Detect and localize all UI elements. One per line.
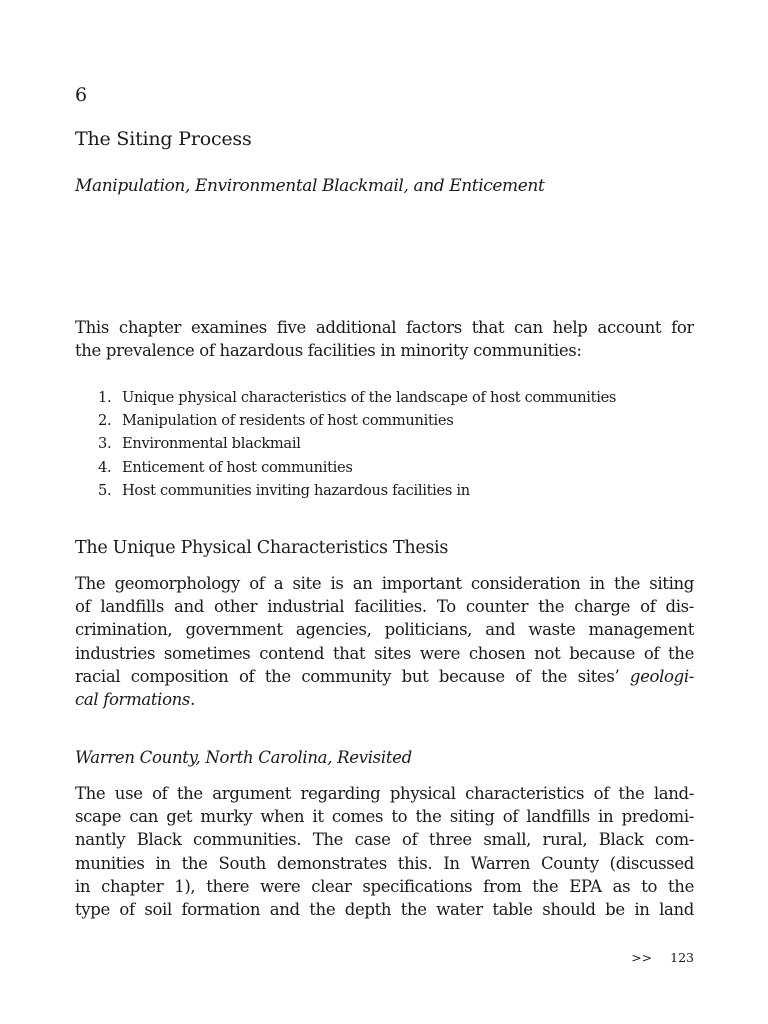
paragraph-line: scape can get murky when it comes to the siting of landfills in predomi- [75, 807, 694, 827]
list-item-text: Enticement of host communities [122, 458, 353, 476]
list-item-number: 1. [98, 389, 112, 406]
list-item [98, 409, 698, 432]
list-item [98, 432, 698, 455]
intro-paragraph [75, 316, 694, 362]
paragraph-last-line [75, 688, 694, 711]
list-item-text: Manipulation of residents of host communities [122, 412, 454, 430]
list-item [98, 456, 698, 479]
emphasis-text: cal formations [75, 689, 191, 709]
intro-line: This chapter examines five additional factors that can help account for [75, 318, 694, 337]
intro-line: the prevalence of hazardous facilities in minority communities: [75, 341, 582, 361]
chapter-number: 6 [75, 84, 88, 106]
list-item-number: 3. [98, 435, 112, 453]
list-item-text: Environmental blackmail [122, 435, 301, 453]
list-item-text: Host communities inviting hazardous facilities in [122, 481, 470, 499]
paragraph-line: industries sometimes contend that sites were chosen not because of the [75, 643, 694, 663]
paragraph-line: munities in the South demonstrates this. In Warren County (discussed [75, 853, 694, 873]
page-number: 123 [670, 950, 694, 965]
subsection-heading: Warren County, North Carolina, Revisited [75, 748, 412, 767]
paragraph-line: nantly Black communities. The case of three small, rural, Black com- [75, 830, 694, 850]
paragraph-line-with-emphasis [75, 665, 694, 688]
paragraph-line: of landfills and other industrial facilities. To counter the charge of dis- [75, 597, 694, 617]
section-paragraph [75, 572, 694, 711]
list-item [98, 479, 698, 502]
paragraph-line: The geomorphology of a site is an important consideration in the siting [75, 574, 694, 593]
paragraph-line: type of soil formation and the depth the water table should be in land [75, 899, 694, 919]
section-heading: The Unique Physical Characteristics Thesis [75, 538, 449, 558]
factor-list [98, 386, 698, 502]
chapter-subtitle: Manipulation, Environmental Blackmail, and Enticement [75, 176, 545, 196]
paragraph-line: The use of the argument regarding physical characteristics of the land- [75, 784, 694, 803]
list-item [98, 386, 698, 409]
paragraph-line: crimination, government agencies, politicians, and waste management [75, 620, 694, 640]
page-marker: >> [631, 950, 653, 965]
list-item-number: 5. [98, 481, 112, 499]
end-punctuation: . [190, 689, 195, 709]
list-item-number: 2. [98, 412, 112, 430]
paragraph-line-text: racial composition of the community but because of the sites’ [75, 666, 620, 686]
section-paragraph [75, 782, 694, 921]
chapter-title: The Siting Process [75, 128, 252, 150]
paragraph-line: in chapter 1), there were clear specifications from the EPA as to the [75, 876, 694, 896]
page-footer [631, 950, 694, 965]
list-item-number: 4. [98, 458, 112, 476]
list-item-text: Unique physical characteristics of the landscape of host communities [122, 389, 617, 406]
emphasis-text: geologi- [629, 666, 694, 686]
